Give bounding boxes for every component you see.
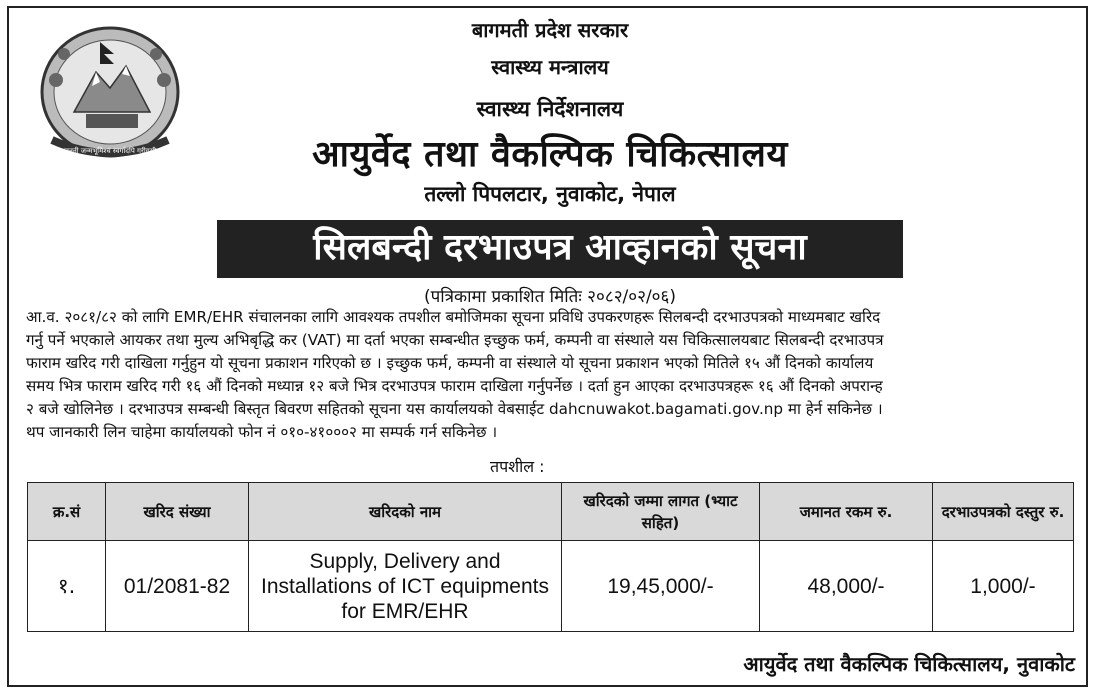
col-header-procurement-no: खरिद संख्या <box>106 483 249 541</box>
procurement-table <box>27 482 1074 632</box>
col-header-bid-fee: दरभाउपत्रको दस्तुर रु. <box>933 483 1074 541</box>
body-line: समय भित्र फाराम खरिद गरी १६ औं दिनको मध्यान्न १२ बजे भित्र दरभाउपत्र फाराम दाखिला गर्नुपर्नेछ । दर्ता हुन आएका दरभाउपत्रहरू १६ औं दिनको अपरान्ह <box>26 377 883 395</box>
col-header-sn: क्र.सं <box>28 483 106 541</box>
notice-title-banner: सिलबन्दी दरभाउपत्र आव्हानको सूचना <box>217 220 903 278</box>
body-line: थप जानकारी लिन चाहेमा कार्यालयको फोन नं ०१०-४१०००२ मा सम्पर्क गर्न सकिनेछ । <box>26 423 498 441</box>
col-header-total-cost: खरिदको जम्मा लागत (भ्याट सहित) <box>562 483 760 541</box>
published-date: (पत्रिकामा प्रकाशित मितिः २०८२/०२/०६) <box>423 287 676 307</box>
footer-signature: आयुर्वेद तथा वैकल्पिक चिकित्सालय, नुवाकोट <box>743 652 1075 676</box>
cell-total-cost: 19,45,000/- <box>562 541 760 632</box>
col-header-security-amount: जमानत रकम रु. <box>760 483 933 541</box>
header-line-3: स्वास्थ्य निर्देशनालय <box>476 97 624 121</box>
table-header-row <box>28 483 1074 541</box>
body-line: फाराम खरिद गरी दाखिला गर्नुहुन यो सूचना प्रकाशन गरिएको छ । इच्छुक फर्म, कम्पनी वा संस्थाले यो सूचना प्रकाशन भएको मितिले १५ औं दिनको कार्यालय <box>26 354 874 372</box>
header-line-2: स्वास्थ्य मन्त्रालय <box>491 55 609 79</box>
col-header-procurement-name: खरिदको नाम <box>249 483 562 541</box>
notice-body <box>26 306 1074 444</box>
header-line-1: बागमती प्रदेश सरकार <box>471 18 629 42</box>
organization-name: आयुर्वेद तथा वैकल्पिक चिकित्सालय <box>312 134 788 175</box>
cell-bid-fee: 1,000/- <box>933 541 1074 632</box>
table-row <box>28 541 1074 632</box>
cell-procurement-name: Supply, Delivery and Installations of ICT equipments for EMR/EHR <box>249 541 562 632</box>
body-line: गर्नु पर्ने भएकाले आयकर तथा मुल्य अभिबृद्धि कर (VAT) मा दर्ता भएका सम्बन्धीत इच्छुक फर्म, कम्पनी वा संस्थाले यस चिकित्सालयबाट सिलबन्दी दरभाउपत्र <box>26 331 884 349</box>
emblem-caption: जननी जन्मभूमिश्च स्वर्गादपि गरीयसी <box>63 147 157 155</box>
body-line: आ.व. २०८१/८२ को लागि EMR/EHR संचालनका लागि आवश्यक तपशील बमोजिमका सूचना प्रविधि उपकरणहरू सिलबन्दी दरभाउपत्रको माध्यमबाट खरिद <box>26 308 881 326</box>
body-line: २ बजे खोलिनेछ । दरभाउपत्र सम्बन्धी बिस्तृत बिवरण सहितको सूचना यस कार्यालयको वेबसाईट dahcnuwakot.bagamati.gov.np मा हेर्न सकिनेछ । <box>26 400 883 418</box>
cell-sn: १. <box>28 541 106 632</box>
cell-procurement-no: 01/2081-82 <box>106 541 249 632</box>
organization-address: तल्लो पिपलटार, नुवाकोट, नेपाल <box>424 182 676 206</box>
details-heading: तपशील : <box>490 457 545 476</box>
cell-security-amount: 48,000/- <box>760 541 933 632</box>
